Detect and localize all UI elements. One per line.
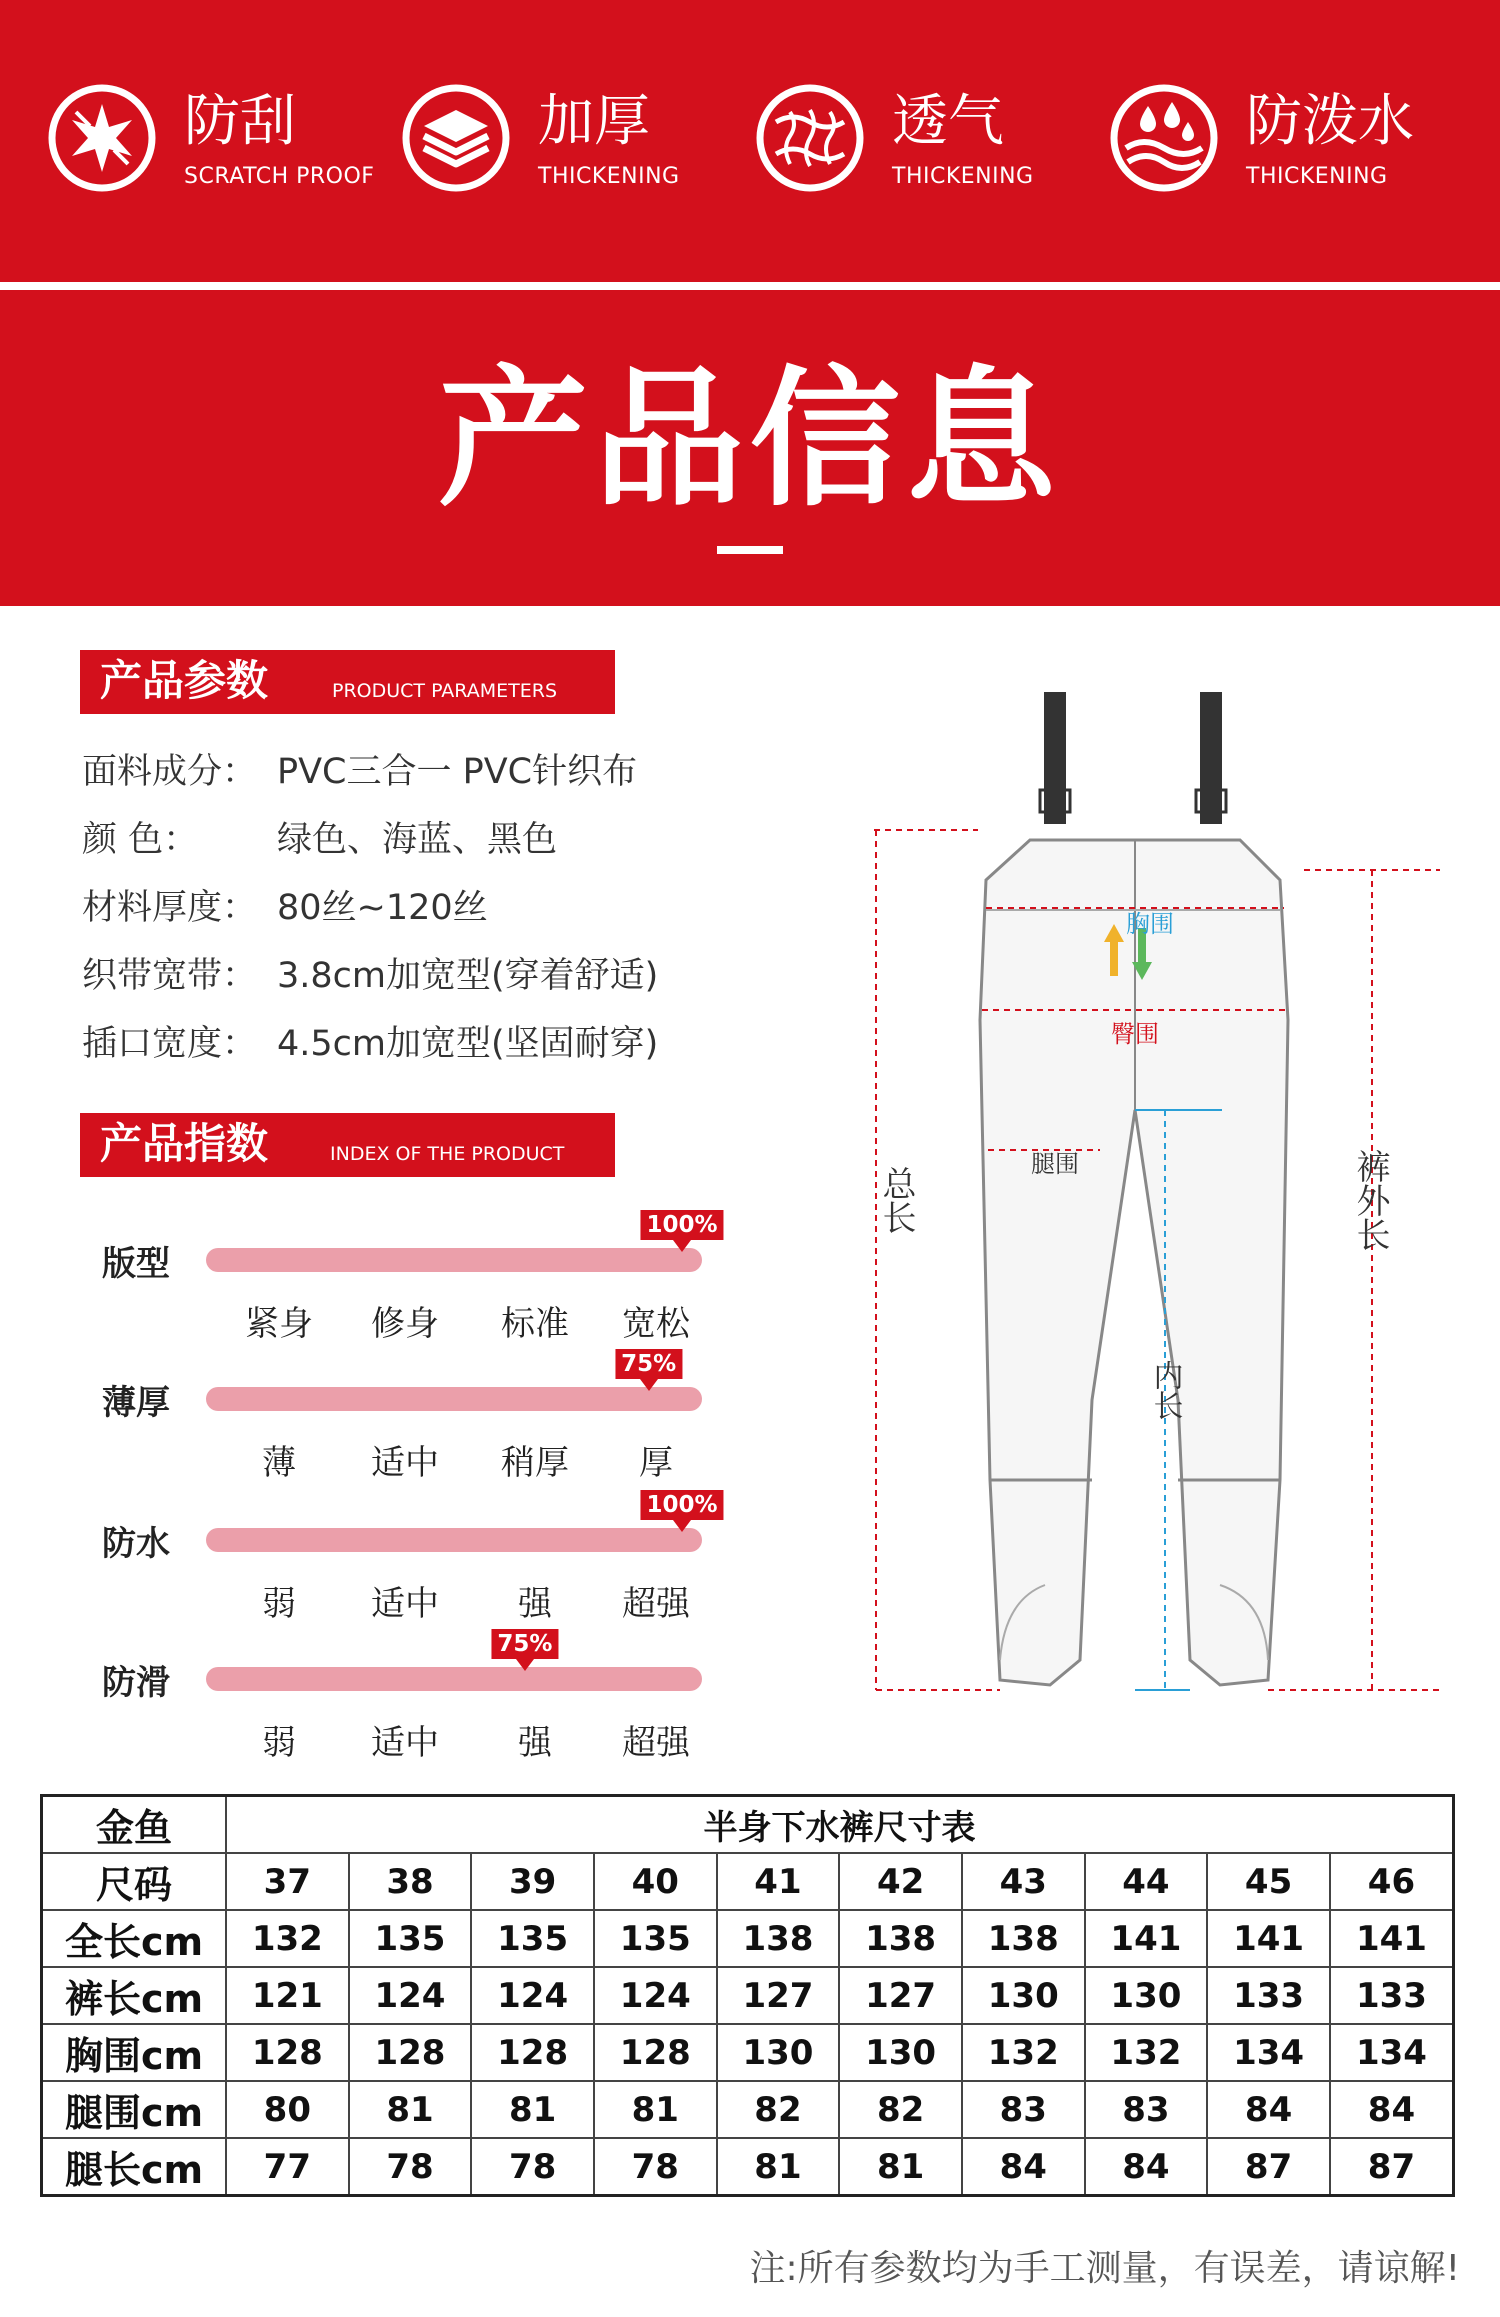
index-header [80,1113,615,1177]
table-cell: 84 [1207,2081,1330,2138]
table-cell: 141 [1207,1910,1330,1967]
section-title: 产品指数 [100,1119,269,1168]
parameter-row [82,738,658,806]
table-cell: 81 [471,2081,594,2138]
parameter-list [82,738,658,1078]
layers-icon [400,82,512,194]
index-level-label: 弱 [262,1584,296,1624]
table-cell: 124 [594,1967,717,2024]
size-cell: 39 [471,1853,594,1910]
table-cell: 128 [349,2024,472,2081]
row-label: 裤长cm [42,1967,227,2024]
index-level-label: 适中 [371,1443,439,1483]
index-marker [640,1379,658,1391]
size-table [40,1794,1455,2197]
index-marker [516,1659,534,1671]
index-level-label: 适中 [371,1723,439,1763]
table-cell: 78 [349,2138,472,2196]
index-group [0,1351,720,1495]
table-cell: 134 [1330,2024,1454,2081]
feature-title: 透气 [892,89,1004,154]
table-cell: 135 [594,1910,717,1967]
size-cell: 42 [839,1853,962,1910]
index-group [0,1631,720,1775]
product-info-banner [0,290,1500,606]
index-level-label: 稍厚 [501,1443,569,1483]
thigh-label: 腿围 [1031,1150,1079,1178]
table-cell: 135 [349,1910,472,1967]
table-cell: 128 [226,2024,349,2081]
table-cell: 81 [717,2138,840,2196]
table-cell: 84 [962,2138,1085,2196]
table-row [42,2081,1454,2138]
table-cell: 133 [1207,1967,1330,2024]
table-cell: 130 [962,1967,1085,2024]
table-row [42,1967,1454,2024]
chest-label: 胸围 [1126,910,1174,938]
index-group [0,1492,720,1636]
row-label: 胸围cm [42,2024,227,2081]
feature-title: 加厚 [538,89,650,154]
index-level-label: 强 [518,1584,552,1624]
parameters-header [80,650,615,714]
parameter-row [82,942,658,1010]
table-cell: 82 [839,2081,962,2138]
table-cell: 130 [717,2024,840,2081]
feature-subtitle: SCRATCH PROOF [184,164,375,189]
table-cell: 121 [226,1967,349,2024]
table-cell: 132 [1085,2024,1208,2081]
index-marker [673,1520,691,1532]
table-row [42,1910,1454,1967]
table-cell: 87 [1207,2138,1330,2196]
index-bar [206,1667,702,1691]
index-bar [206,1387,702,1411]
table-cell: 130 [1085,1967,1208,2024]
table-row [42,2024,1454,2081]
table-cell: 128 [594,2024,717,2081]
table-cell: 81 [594,2081,717,2138]
index-level-label: 强 [518,1723,552,1763]
table-cell: 133 [1330,1967,1454,2024]
index-name: 薄厚 [102,1383,170,1423]
index-level-label: 适中 [371,1584,439,1624]
feature-subtitle: THICKENING [1246,164,1388,189]
feature-title: 防泼水 [1246,89,1414,154]
feature-subtitle: THICKENING [892,164,1034,189]
outseam-label: 裤外长 [1350,1149,1390,1251]
index-level-label: 紧身 [245,1304,313,1344]
parameter-row [82,1010,658,1078]
table-cell: 81 [349,2081,472,2138]
table-cell: 83 [962,2081,1085,2138]
table-cell: 82 [717,2081,840,2138]
table-cell: 124 [349,1967,472,2024]
banner-divider [0,282,1500,290]
table-cell: 124 [471,1967,594,2024]
index-name: 防滑 [102,1663,170,1703]
section-title-en: INDEX OF THE PRODUCT [330,1143,565,1165]
feature-subtitle: THICKENING [538,164,680,189]
total-length-label: 总长 [876,1166,916,1234]
size-cell: 40 [594,1853,717,1910]
parameter-label: 面料成分： [82,752,258,792]
feature-title: 防刮 [184,89,296,154]
scratch-proof-icon [46,82,158,194]
row-label: 腿围cm [42,2081,227,2138]
index-level-label: 超强 [622,1584,690,1624]
waders-outline [980,692,1288,1685]
row-label: 尺码 [42,1853,227,1910]
index-name: 防水 [102,1524,170,1564]
size-cell: 45 [1207,1853,1330,1910]
table-title: 半身下水裤尺寸表 [226,1796,1454,1854]
table-cell: 138 [962,1910,1085,1967]
size-cell: 37 [226,1853,349,1910]
section-title: 产品参数 [100,656,269,705]
hip-label: 臀围 [1111,1020,1159,1048]
table-cell: 84 [1085,2138,1208,2196]
index-group [0,1212,720,1356]
table-title-row [42,1796,1454,1854]
table-cell: 135 [471,1910,594,1967]
size-cell: 38 [349,1853,472,1910]
index-badge: 75% [491,1629,558,1659]
index-level-label: 宽松 [622,1304,690,1344]
parameter-row [82,806,658,874]
section-title-en: PRODUCT PARAMETERS [332,680,558,702]
table-cell: 130 [839,2024,962,2081]
brand-cell: 金鱼 [42,1796,227,1854]
index-level-label: 薄 [262,1443,296,1483]
page-title: 产品信息 [437,353,1062,527]
table-cell: 78 [471,2138,594,2196]
inseam-label: 内长 [1147,1360,1183,1420]
table-cell: 132 [962,2024,1085,2081]
table-row [42,2138,1454,2196]
table-cell: 81 [839,2138,962,2196]
table-cell: 83 [1085,2081,1208,2138]
parameter-value: PVC三合一 PVC针织布 [277,752,638,792]
table-cell: 77 [226,2138,349,2196]
index-bar [206,1528,702,1552]
size-cell: 46 [1330,1853,1454,1910]
parameter-label: 插口宽度： [82,1024,258,1064]
table-cell: 134 [1207,2024,1330,2081]
index-level-label: 超强 [622,1723,690,1763]
parameter-row [82,874,658,942]
parameter-label: 织带宽带： [82,956,258,996]
index-name: 版型 [102,1244,170,1284]
index-level-label: 弱 [262,1723,296,1763]
measurement-note: 注:所有参数均为手工测量，有误差，请谅解! [749,2248,1460,2289]
parameter-value: 3.8cm加宽型(穿着舒适) [277,956,659,996]
row-label: 全长cm [42,1910,227,1967]
water-drops-icon [1108,82,1220,194]
index-badge: 75% [615,1349,682,1379]
size-header-row [42,1853,1454,1910]
index-badge: 100% [640,1490,723,1520]
index-badge: 100% [640,1210,723,1240]
table-cell: 78 [594,2138,717,2196]
index-level-label: 标准 [501,1304,569,1344]
size-cell: 44 [1085,1853,1208,1910]
table-cell: 141 [1085,1910,1208,1967]
table-cell: 141 [1330,1910,1454,1967]
index-bar [206,1248,702,1272]
table-cell: 80 [226,2081,349,2138]
parameter-label: 颜 色： [82,820,199,860]
table-cell: 127 [839,1967,962,2024]
title-underline [717,546,783,554]
parameter-value: 4.5cm加宽型(坚固耐穿) [277,1024,659,1064]
size-cell: 43 [962,1853,1085,1910]
table-cell: 127 [717,1967,840,2024]
table-cell: 87 [1330,2138,1454,2196]
breathable-icon [754,82,866,194]
table-cell: 128 [471,2024,594,2081]
table-cell: 138 [839,1910,962,1967]
waders-diagram [860,680,1480,1710]
row-label: 腿长cm [42,2138,227,2196]
parameter-value: 绿色、海蓝、黑色 [277,820,558,860]
index-marker [673,1240,691,1252]
index-level-label: 厚 [639,1443,673,1483]
index-level-label: 修身 [371,1304,439,1344]
size-cell: 41 [717,1853,840,1910]
table-cell: 132 [226,1910,349,1967]
parameter-label: 材料厚度： [82,888,258,928]
table-cell: 138 [717,1910,840,1967]
table-cell: 84 [1330,2081,1454,2138]
parameter-value: 80丝~120丝 [277,888,488,928]
